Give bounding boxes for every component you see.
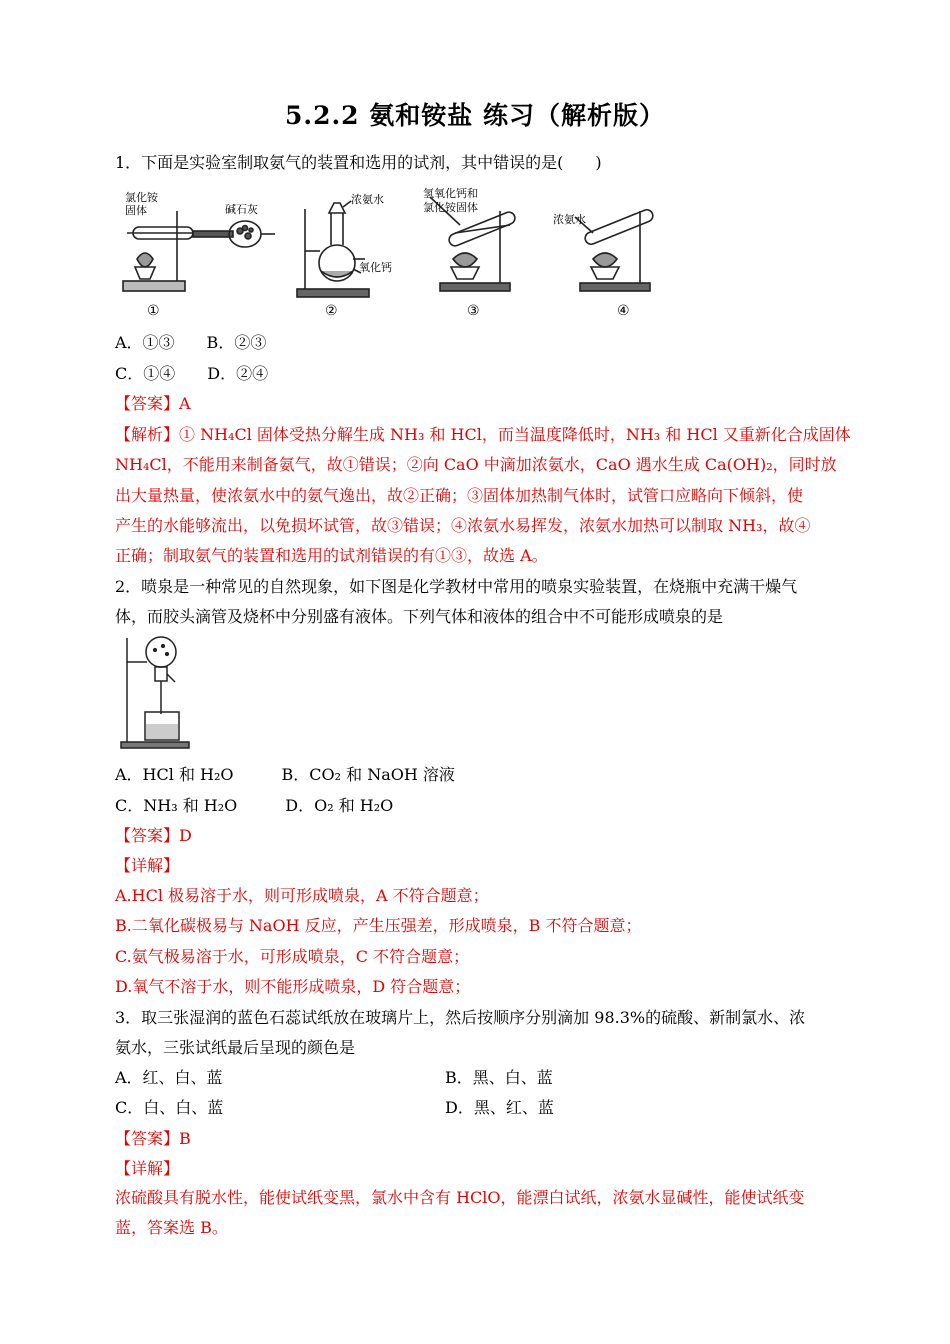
q3-stem-line: 3．取三张湿润的蓝色石蕊试纸放在玻璃片上，然后按顺序分别滴加 98.3%的硫酸、新制氯水、浓 — [115, 1008, 806, 1027]
q2-detail-line: A.HCl 极易溶于水，则可形成喷泉，A 不符合题意； — [115, 886, 489, 905]
q1-label-solid: 固体 — [125, 204, 147, 217]
q1-figure-number-3: ③ — [467, 303, 480, 319]
q3-option-b: B．黑、白、蓝 — [445, 1068, 553, 1087]
q3-answer: 【答案】B — [115, 1129, 191, 1148]
q1-figure-number-4: ④ — [617, 303, 630, 319]
q1-analysis-line: NH₄Cl，不能用来制备氨气，故①错误；②向 CaO 中滴加浓氨水，CaO 遇水生成 Ca(OH)₂，同时放 — [115, 455, 837, 474]
q2-detail-heading: 【详解】 — [115, 856, 180, 875]
q2-stem-line: 2．喷泉是一种常见的自然现象，如下图是化学教材中常用的喷泉实验装置，在烧瓶中充满干燥气 — [115, 577, 798, 596]
q1-label-soda-lime: 碱石灰 — [225, 203, 258, 216]
q2-answer: 【答案】D — [115, 826, 192, 845]
q1-analysis-line: 产生的水能够流出，以免损坏试管，故③错误；④浓氨水易挥发，浓氨水加热可以制取 NH₃，故④ — [115, 516, 811, 535]
q2-options-row2: C．NH₃ 和 H₂O D．O₂ 和 H₂O — [115, 796, 394, 815]
q2-stem-line: 体，而胶头滴管及烧杯中分别盛有液体。下列气体和液体的组合中不可能形成喷泉的是 — [115, 607, 724, 626]
q1-label-nh4cl-solid: 氯化铵固体 — [423, 201, 478, 214]
q3-detail-line: 浓硫酸具有脱水性，能使试纸变黑，氯水中含有 HClO，能漂白试纸，浓氨水显碱性，能使试纸变 — [115, 1188, 805, 1207]
q3-option-c: C．白、白、蓝 — [115, 1098, 224, 1117]
q2-options-row1: A．HCl 和 H₂O B．CO₂ 和 NaOH 溶液 — [115, 765, 455, 784]
q3-detail-line: 蓝，答案选 B。 — [115, 1218, 228, 1237]
q1-figure-number-1: ① — [147, 303, 160, 319]
q1-analysis-line: 出大量热量，使浓氨水中的氨气逸出，故②正确；③固体加热制气体时，试管口应略向下倾斜，使 — [115, 486, 804, 505]
q3-option-d: D．黑、红、蓝 — [445, 1098, 554, 1117]
q1-figure-number-2: ② — [325, 303, 338, 319]
q1-analysis-line: 正确；制取氨气的装置和选用的试剂错误的有①③，故选 A。 — [115, 546, 548, 565]
q1-options-row1: A．①③ B．②③ — [115, 333, 267, 352]
q1-label-calcium-hydroxide: 氢氧化钙和 — [423, 187, 478, 200]
q1-apparatus-figure — [115, 183, 675, 323]
q1-label-ammonium-chloride: 氯化铵 — [125, 191, 158, 204]
q1-options-row2: C．①④ D．②④ — [115, 364, 269, 383]
q2-fountain-apparatus-figure — [115, 632, 195, 752]
q1-label-calcium-oxide: 氧化钙 — [359, 261, 392, 274]
q3-option-a: A．红、白、蓝 — [115, 1068, 223, 1087]
q2-detail-line: C.氨气极易溶于水，可形成喷泉，C 不符合题意； — [115, 947, 470, 966]
q1-label-conc-ammonia-2: 浓氨水 — [351, 193, 384, 206]
q2-detail-line: B.二氧化碳极易与 NaOH 反应，产生压强差，形成喷泉，B 不符合题意； — [115, 916, 642, 935]
q1-label-conc-ammonia-4: 浓氨水 — [553, 213, 586, 226]
q3-detail-heading: 【详解】 — [115, 1159, 180, 1178]
page-title: 5.2.2 氨和铵盐 练习（解析版） — [284, 101, 665, 130]
q3-stem-line: 氨水，三张试纸最后呈现的颜色是 — [115, 1038, 356, 1057]
q1-analysis-line: 【解析】① NH₄Cl 固体受热分解生成 NH₃ 和 HCl，而当温度降低时，NH₃ 和 HCl 又重新化合成固体 — [115, 425, 851, 444]
q1-stem: 1．下面是实验室制取氨气的装置和选用的试剂，其中错误的是( ) — [115, 153, 602, 172]
q2-detail-line: D.氧气不溶于水，则不能形成喷泉，D 符合题意； — [115, 977, 471, 996]
q1-answer: 【答案】A — [115, 394, 191, 413]
